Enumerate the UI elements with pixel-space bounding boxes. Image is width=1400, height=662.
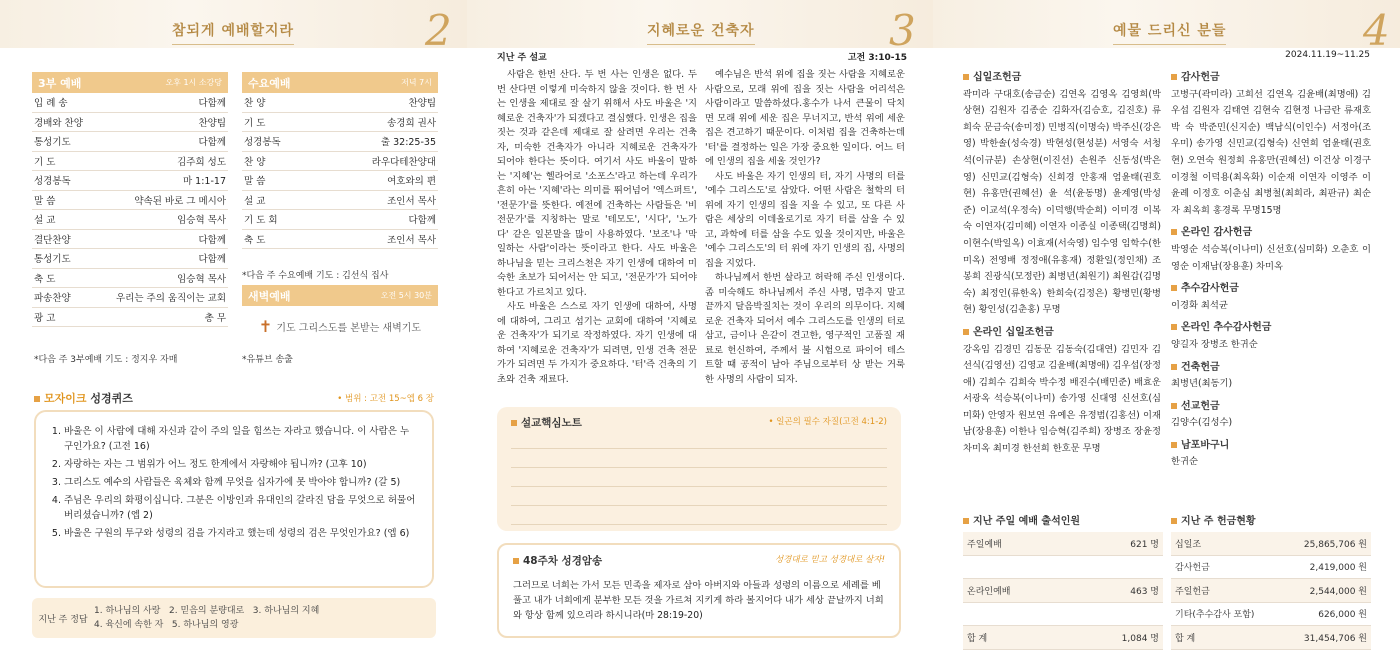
worship3-title: 3부 예배 (38, 76, 82, 90)
row-value: 약속된 바로 그 메시아 (134, 195, 226, 207)
square-bullet-icon (1171, 324, 1177, 330)
stat-value: 25,865,706 원 (1303, 539, 1367, 550)
offering-group-name: 선교헌금 (1181, 400, 1220, 412)
offering-groups-left (963, 64, 1161, 458)
quiz-header (34, 390, 434, 406)
quiz-range: • 범위 : 고전 15~엡 6 장 (337, 394, 434, 404)
table-row (32, 113, 228, 133)
wednesday-table (242, 72, 438, 249)
sermon-paragraph: 하나님께서 한번 살라고 허락해 주신 인생이다. 좀 미숙해도 하나님께서 주신 사명, 멈추지 말고 끝까지 달음박질치는 것이 우리의 의무이다. 지혜로운 건축자 되어서 예수 그리스도를 인생의 터로 삼고, 금이나 은같이 견고한, 영구적인 고품질 재료로 헌신하여, 주께서 불 시험으로 파이어 테스트할 때 공적이 남아 주님으로부터 상 받는 거룩한 사명의 사람이 되자. (705, 272, 905, 385)
table-row (242, 210, 438, 230)
row-label: 파송찬양 (34, 293, 71, 305)
attendance-table (963, 512, 1163, 650)
row-label: 성경봉독 (244, 137, 281, 149)
stat-row (1171, 532, 1371, 556)
stat-value: 2,544,000 원 (1309, 586, 1367, 597)
row-value: 김주희 성도 (177, 156, 226, 168)
stat-value: 463 명 (1130, 586, 1159, 597)
offering-groups-right (1171, 64, 1371, 471)
square-bullet-icon (1171, 518, 1177, 524)
offering-group-title (1171, 399, 1371, 416)
stat-label: 온라인예배 (967, 586, 1011, 597)
square-bullet-icon (963, 518, 969, 524)
sermon-paragraph: 예수님은 반석 위에 집을 짓는 사람을 지혜로운 사람으로, 모래 위에 집을 짓는 사람을 어리석은 사람이라고 말씀하셨다.홍수가 나서 큰물이 닥치면 모래 위에 세운 집은 무너지고, 반석 위에 세운 집은 견고하기 때문이다. 이처럼 집을 건축하는데 '터'를 결정하는 일은 가장 중요한 일이다. 어느 터에 인생의 집을 세울 것인가? (705, 69, 905, 167)
row-label: 경배와 찬양 (34, 117, 83, 129)
offering-group-title (1171, 70, 1371, 87)
offering-group-title (1171, 281, 1371, 298)
row-value: 다함께 (408, 215, 436, 227)
sermon-column-1 (497, 68, 697, 387)
sermon-paragraph: 사람은 한번 산다. 두 번 사는 인생은 없다. 두 번 산다면 이렇게 미숙하지 않을 것이다. 한 번 사는 인생을 제대로 잘 살기 위해서 사도 바울은 '지혜로운 건축자'가 되겠다고 결심했다. 인생은 집을 짓는 것과 같은데 제대로 잘 살려면 우리는 건축자, 미숙한 건축자가 아니라 지혜로운 건축자가 되어야 한다는 뜻이다. 여기서 사도 바울이 말하는 '지혜'는 헬라어로 '소포스'라고 하는데 우리가 흔히 아는 '지혜'라는 의미를 뛰어넘어 '엑스퍼트', '전문가'를 뜻한다. 예전에 건축하는 사람들은 '비전문가'를 지칭하는 말로 '테모도', '시다', '노가다' 같은 일본말을 많이 사용하였다. '보조'나 '막 일하는 사람'이라는 뜻이라고 한다. 사도 바울은 하나님을 믿는 크리스천은 자기 인생에 대하여 미숙한 초보가 되어서는 안 되고, '전문가'가 되어야 한다고 가르치고 있다. (497, 69, 697, 298)
stat-label: 합 계 (967, 633, 988, 644)
answer-line-1: 1. 하나님의 사랑 2. 믿음의 분량대로 3. 하나님의 지혜 (94, 606, 320, 616)
worship3-note: *다음 주 3부예배 기도 : 정지우 자매 (34, 355, 178, 365)
answer-label: 지난 주 정답 (38, 614, 88, 625)
page-sermon (467, 0, 933, 662)
page-title: 지혜로운 건축자 (647, 20, 755, 40)
offering-group-name: 온라인 감사헌금 (1181, 227, 1253, 239)
verse-box-title: 48주차 성경암송 (523, 555, 603, 567)
stat-row (1171, 579, 1371, 603)
offering-table (1171, 512, 1371, 650)
wednesday-header (242, 72, 438, 93)
row-value: 여호와의 편 (387, 176, 436, 188)
offering-title: 지난 주 헌금현황 (1171, 512, 1371, 527)
table-row (32, 171, 228, 191)
quiz-question: 3. 그리스도 예수의 사람들은 육체와 함께 무엇을 십자가에 못 박아야 합니까? (갈 5) (64, 475, 418, 490)
stat-label: 주일헌금 (1175, 586, 1210, 597)
table-row (32, 308, 228, 328)
row-label: 기 도 (34, 156, 56, 168)
stat-value: 626,000 원 (1318, 610, 1367, 621)
row-label: 결단찬양 (34, 234, 71, 246)
table-row (242, 132, 438, 152)
offering-group-names: 양길자 장병조 한귀순 (1171, 338, 1258, 350)
square-bullet-icon (1171, 229, 1177, 235)
stat-label: 합 계 (1175, 633, 1196, 644)
answer-line-2: 4. 육신에 속한 자 5. 하나님의 영광 (94, 620, 239, 630)
row-label: 말 씀 (34, 195, 56, 207)
answer-text (94, 604, 319, 632)
quiz-box (34, 410, 434, 588)
verse-text: 그러므로 너희는 가서 모든 민족을 제자로 삼아 아버지와 아들과 성령의 이름으로 세례를 베풀고 내가 너희에게 분부한 모든 것을 가르쳐 지키게 하라 볼지어다 내가 세상 끝날까지 너희와 항상 함께 있으리라 하시니라(마 28:19-20) (513, 580, 884, 621)
verse-box-sub: 성경대로 믿고 성경대로 살자! (774, 555, 885, 565)
table-row (32, 249, 228, 269)
dawn-time: 오전 5시 30분 (380, 291, 432, 300)
quiz-question: 5. 바울은 구원의 투구와 성령의 검을 가지라고 했는데 성령의 검은 무엇인가요? (엡 6) (64, 526, 418, 541)
sermon-paragraph: 사도 바울은 자기 인생의 터, 자기 사명의 터를 '예수 그리스도'로 삼았다. 어떤 사람은 철학의 터 위에 자기 인생의 집을 지을 수 있고, 또 다른 사람은 세상의 이데올로기로 자기 터를 삼을 수 있고, 과학에 터를 삼을 수도 있을 것이지만, 바울은 '예수 그리스도'의 터 위에 자기 인생의 집, 사명의 집을 지었다. (705, 170, 905, 269)
note-line[interactable] (511, 506, 887, 525)
row-label: 축 도 (244, 234, 266, 246)
row-value: 다함께 (198, 254, 226, 266)
sermon-note-box (497, 407, 901, 531)
square-bullet-icon (1171, 442, 1177, 448)
offering-group-name: 온라인 추수감사헌금 (1181, 322, 1272, 334)
note-line[interactable] (511, 468, 887, 487)
offering-group-names: 박영순 석승복(이나미) 신선호(심미화) 오춘호 이영순 이재남(장용훈) 차미옥 (1171, 243, 1371, 272)
wednesday-time: 저녁 7시 (401, 78, 432, 87)
offering-group-name: 십일조헌금 (973, 72, 1022, 83)
note-box-sub: • 일곤의 필수 자질(고전 4:1-2) (768, 417, 887, 427)
stat-label: 십일조 (1175, 539, 1202, 550)
row-value: 임승혁 목사 (177, 215, 226, 227)
stat-row (963, 532, 1163, 556)
note-line[interactable] (511, 449, 887, 468)
table-row (32, 269, 228, 289)
sermon-column-2 (705, 68, 905, 387)
dawn-logo-text: 기도 그리스도를 본받는 새벽기도 (276, 322, 422, 334)
row-label: 설 교 (34, 215, 56, 227)
square-bullet-icon (513, 558, 519, 564)
dawn-title: 새벽예배 (248, 289, 291, 303)
stat-label: 기타(추수감사 포함) (1175, 610, 1255, 621)
dawn-note: *유튜브 송출 (242, 355, 293, 365)
row-label: 말 씀 (244, 176, 266, 188)
offering-group-title (963, 325, 1161, 342)
row-value: 우리는 주의 움직이는 교회 (115, 293, 226, 305)
dawn-block (242, 285, 438, 346)
stat-row (1171, 556, 1371, 580)
date-range: 2024.11.19~11.25 (1285, 50, 1370, 60)
page-number: 4 (1363, 6, 1390, 55)
row-label: 축 도 (34, 273, 56, 285)
row-label: 성경봉독 (34, 176, 71, 188)
offering-group-names: 강옥임 김경민 김동문 김동숙(김대연) 김민자 김선식(김영선) 김영교 김윤배(최명애) 김우섭(장정애) 김희수 김희숙 박수정 배진수(배민준) 배효운 서광옥 석승복(이나미) 송가영 신대영 신선호(심미화) 안영자 원보연 유예은 유정범(김홍선) 이재남(장용훈) 이한나 임승혁(김주희) 장병조 장윤정 차미옥 최미경 한선희 한호문 무명 (963, 343, 1161, 455)
row-label: 통성기도 (34, 254, 71, 266)
sermon-meta (497, 50, 907, 63)
stat-label: 감사헌금 (1175, 563, 1210, 574)
dawn-logo (242, 306, 438, 346)
square-bullet-icon (1171, 364, 1177, 370)
sermon-paragraph: 사도 바울은 스스로 자기 인생에 대하여, 사명에 대하여, 그리고 섬기는 교회에 대하여 '지혜로운 건축자'가 되기로 작정하였다. 자기 인생에 대하여 '지혜로운 건축자'가 되려면, 인생 건축 전문가가 되려면 두 가지가 중요하다. '터'즉 건축의 기초와 건축 재료다. (497, 301, 697, 385)
page-title: 참되게 예배할지라 (172, 20, 294, 40)
row-value: 마 1:1-17 (182, 176, 226, 188)
row-value: 찬양팀 (198, 117, 226, 129)
row-label: 찬 양 (244, 156, 266, 168)
quiz-question: 2. 자랑하는 자는 그 범위가 어느 정도 한계에서 자랑해야 됩니까? (고후 10) (64, 457, 418, 472)
row-label: 광 고 (34, 312, 56, 324)
cross-icon: ✝ (258, 316, 273, 336)
square-bullet-icon (1171, 285, 1177, 291)
quiz-list (50, 424, 418, 541)
square-bullet-icon (34, 396, 40, 402)
attendance-title: 지난 주일 예배 출석인원 (963, 512, 1163, 527)
stat-value: 1,084 명 (1121, 633, 1159, 644)
square-bullet-icon (963, 74, 969, 80)
row-label: 입 례 송 (34, 98, 68, 110)
worship3-table (32, 72, 228, 327)
row-label: 통성기도 (34, 137, 71, 149)
page-number: 3 (889, 6, 916, 55)
quiz-title: 모자이크 성경퀴즈 (34, 390, 133, 406)
offering-group-title (1171, 320, 1371, 337)
row-value: 라우다테찬양대 (371, 156, 436, 168)
sermon-label: 지난 주 설교 (497, 53, 547, 63)
answer-box (32, 598, 436, 638)
row-value: 찬양팀 (408, 98, 436, 110)
stat-row (963, 579, 1163, 603)
offering-group-title (1171, 438, 1371, 455)
quiz-question: 1. 바울은 이 사람에 대해 자신과 같이 주의 일을 힘쓰는 자라고 했습니다. 이 사람은 누구인가요? (고전 16) (64, 424, 418, 454)
dawn-header (242, 285, 438, 306)
page-number: 2 (425, 6, 452, 55)
row-value: 조인서 목사 (387, 195, 436, 207)
table-row (242, 93, 438, 113)
row-value: 다함께 (198, 137, 226, 149)
stat-row (1171, 603, 1371, 627)
page-offerings (933, 0, 1400, 662)
note-line[interactable] (511, 430, 887, 449)
wednesday-note: *다음 주 수요예배 기도 : 김선식 집사 (242, 271, 389, 281)
offering-group-names: 이경화 최석균 (1171, 299, 1228, 311)
verse-box-header (513, 553, 885, 568)
row-value: 임승혁 목사 (177, 273, 226, 285)
offering-group-title (1171, 360, 1371, 377)
offering-group-name: 남포바구니 (1181, 439, 1230, 451)
offering-group-names: 최병년(최동기) (1171, 378, 1233, 390)
offering-group-names: 김양수(김성수) (1171, 417, 1233, 429)
table-row (242, 191, 438, 211)
square-bullet-icon (1171, 403, 1177, 409)
offering-group-name: 건축헌금 (1181, 361, 1220, 373)
row-value: 출 32:25-35 (380, 137, 436, 149)
row-label: 설 교 (244, 195, 266, 207)
sermon-ref: 고전 3:10-15 (847, 53, 907, 63)
row-value: 다함께 (198, 234, 226, 246)
table-row (32, 191, 228, 211)
note-box-title: 설교핵심노트 (521, 417, 582, 429)
offering-group-names: 한귀순 (1171, 456, 1198, 468)
table-row (32, 152, 228, 172)
table-row (32, 288, 228, 308)
stat-row (963, 603, 1163, 627)
offering-group-title (963, 70, 1161, 87)
worship3-time: 오후 1시 소강당 (165, 78, 222, 87)
table-row (242, 230, 438, 250)
stat-value: 621 명 (1130, 539, 1159, 550)
row-label: 기 도 (244, 117, 266, 129)
wednesday-title: 수요예배 (248, 76, 291, 90)
offering-group-name: 감사헌금 (1181, 72, 1220, 83)
row-value: 송경희 권사 (387, 117, 436, 129)
offering-group-name: 추수감사헌금 (1181, 283, 1239, 295)
page-title: 예물 드리신 분들 (1113, 20, 1226, 40)
table-row (32, 210, 228, 230)
row-value: 조인서 목사 (387, 234, 436, 246)
offering-group-title (1171, 225, 1371, 242)
table-row (242, 152, 438, 172)
stat-row (963, 626, 1163, 650)
table-row (242, 113, 438, 133)
offering-group-names: 고병구(곽미라) 고희선 김연옥 김윤배(최명애) 김우섭 김원자 김태연 김현숙 김현정 나금란 류재호 박 숙 박준민(신지순) 백남식(이인수) 서정아(조우미) 송가영 신민교(김형숙) 신연희 엄윤태(권호현) 오연숙 원정희 유홍만(권혜선) 이건상 이경구 이경철 이덕용(최옥화) 이순재 이연자 이영주 이윤례 이정호 이춘심 최병철(최희라, 최판규) 최순자 최옥희 홍경록 무명15명 (1171, 88, 1371, 216)
table-row (32, 93, 228, 113)
note-line[interactable] (511, 487, 887, 506)
stat-label: 주일예배 (967, 539, 1002, 550)
row-label: 찬 양 (244, 98, 266, 110)
table-row (32, 132, 228, 152)
verse-box (497, 543, 901, 638)
page-worship (0, 0, 467, 662)
row-value: 다함께 (198, 98, 226, 110)
square-bullet-icon (1171, 74, 1177, 80)
stat-row (1171, 626, 1371, 650)
row-value: 총 무 (204, 312, 226, 324)
square-bullet-icon (511, 420, 517, 426)
worship3-header (32, 72, 228, 93)
square-bullet-icon (963, 329, 969, 335)
stat-value: 2,419,000 원 (1309, 563, 1367, 574)
table-row (32, 230, 228, 250)
offering-group-name: 온라인 십일조헌금 (973, 326, 1054, 338)
stat-row (963, 556, 1163, 580)
offering-group-names: 곽미라 구대호(송금순) 김연옥 김영옥 김영희(박상현) 김원자 김종순 김화자(김승호, 김진호) 류희숙 문금숙(송미정) 민병직(이명숙) 박주신(강은영) 박한솔(성숙경) 박현성(현성분) 서영숙 서청석(이규분) 손상현(이진선) 손원주 신동성(박은영) 신민교(김형숙) 신희경 안홍재 엄윤태(권호현) 유홍만(권혜선) 윤 석(윤동명) 윤계영(박성준) 이교석(우정숙) 이덕행(박순희) 이미경 이복숙 이연자(김미혜) 이연자 이종실 이종택(김명희) 이현수(박일옥) 이효재(서숙영) 임수영 임학수(한미옥) 전영배 정정애(유홍재) 정환일(정인채) 조봉희 진광식(모정란) 최병년(최원기) 최원갑(김명숙) 최정인(류한옥) 한희숙(김정은) 황병민(황병현) 황인성(김춘홍) 무명 (963, 88, 1161, 316)
stat-value: 31,454,706 원 (1303, 633, 1367, 644)
row-label: 기 도 회 (244, 215, 278, 227)
table-row (242, 171, 438, 191)
note-box-header (511, 415, 887, 430)
quiz-question: 4. 주님은 우리의 화평이십니다. 그분은 이방인과 유대인의 갈라진 담을 무엇으로 허물어 버리셨습니까? (엡 2) (64, 493, 418, 523)
